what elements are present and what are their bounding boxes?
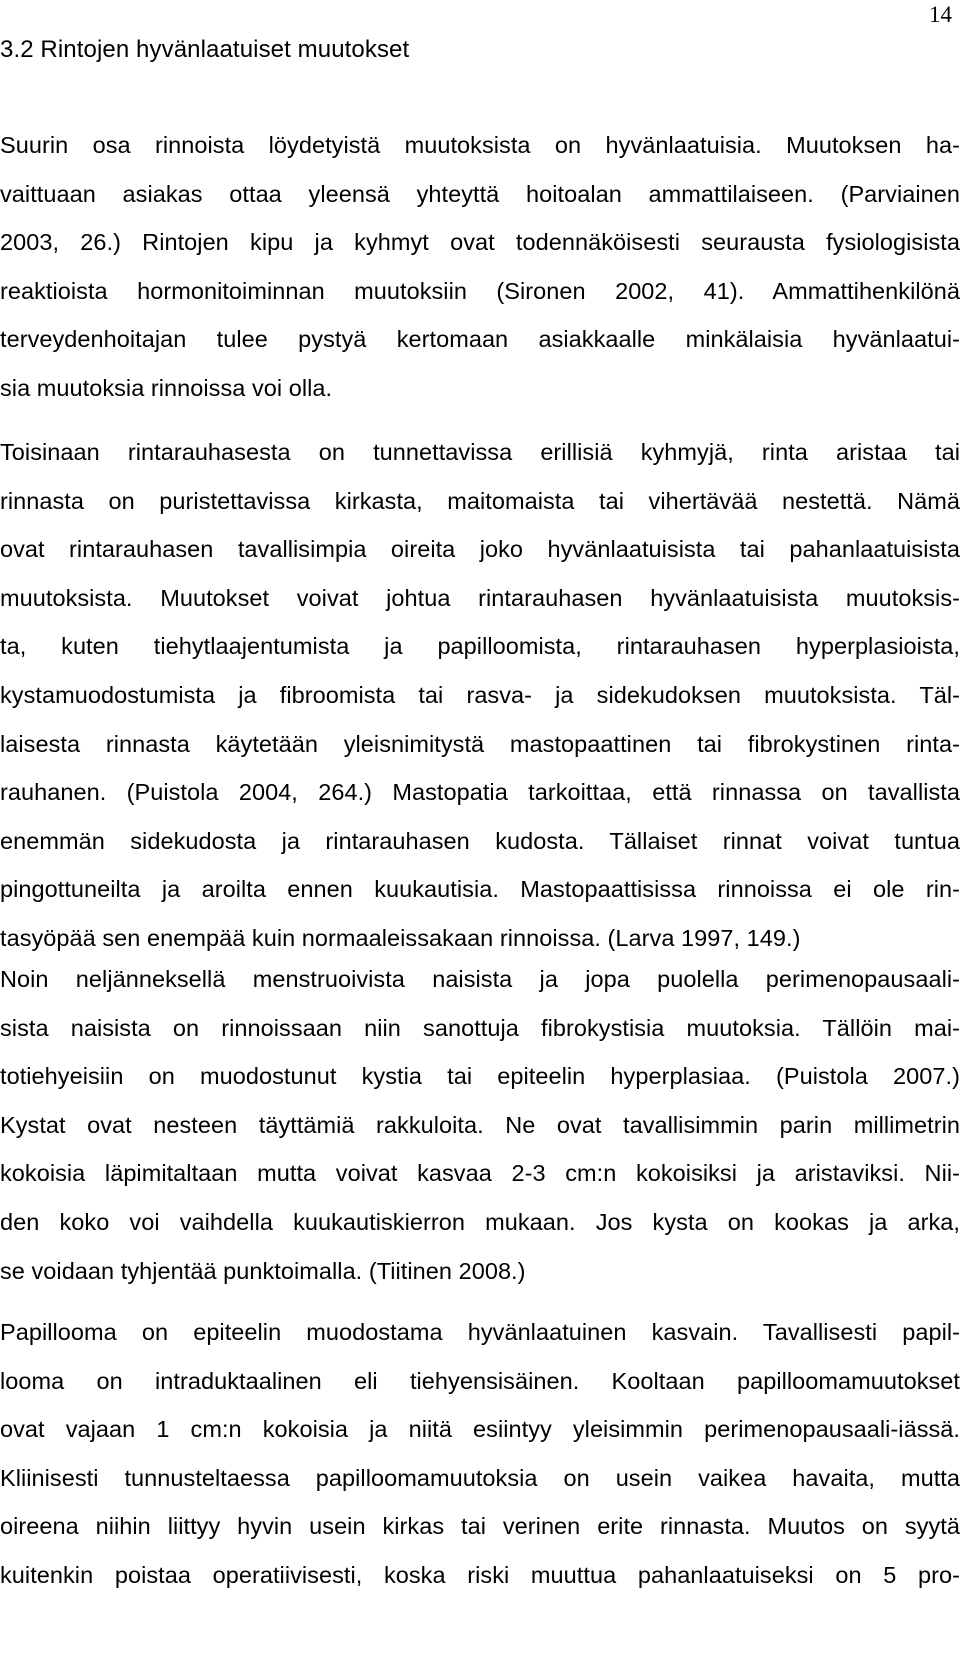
- paragraph-line: Suurin osa rinnoista löydetyistä muutoksista on hyvänlaatuisia. Muutoksen ha-: [0, 132, 960, 158]
- paragraph-line: Kliinisesti tunnusteltaessa papilloomamuutoksia on usein vaikea havaita, mutta: [0, 1464, 960, 1491]
- paragraph-line: laisesta rinnasta käytetään yleisnimitystä mastopaattinen tai fibrokystinen rinta-: [0, 730, 960, 757]
- paragraph-line: reaktioista hormonitoiminnan muutoksiin (Sironen 2002, 41). Ammattihenkilönä: [0, 277, 960, 304]
- paragraph-line: Noin neljänneksellä menstruoivista naisista ja jopa puolella perimenopausaali-: [0, 966, 960, 992]
- paragraph-line: kuitenkin poistaa operatiivisesti, koska riski muuttua pahanlaatuiseksi on 5 pro-: [0, 1561, 960, 1588]
- paragraph-line: vaittuaan asiakas ottaa yleensä yhteyttä hoitoalan ammattilaiseen. (Parviainen: [0, 180, 960, 207]
- page-number: 14: [929, 2, 952, 27]
- paragraph-line: totiehyeisiin on muodostunut kystia tai epiteelin hyperplasiaa. (Puistola 2007.): [0, 1063, 960, 1090]
- paragraph-line: kystamuodostumista ja fibroomista tai rasva- ja sidekudoksen muutoksista. Täl-: [0, 681, 960, 708]
- paragraph-line: 2003, 26.) Rintojen kipu ja kyhmyt ovat todennäköisesti seurausta fysiologisista: [0, 229, 960, 256]
- paragraph-line: muutoksista. Muutokset voivat johtua rintarauhasen hyvänlaatuisista muutoksis-: [0, 584, 960, 611]
- paragraph-line: den koko voi vaihdella kuukautiskierron mukaan. Jos kysta on kookas ja arka,: [0, 1208, 960, 1235]
- paragraph-line: kokoisia läpimitaltaan mutta voivat kasvaa 2-3 cm:n kokoisiksi ja aristaviksi. Nii-: [0, 1160, 960, 1187]
- paragraph-line: sista naisista on rinnoissaan niin sanottuja fibrokystisia muutoksia. Tällöin mai-: [0, 1014, 960, 1041]
- paragraph-benign-changes-intro: [0, 121, 960, 413]
- paragraph-line: terveydenhoitajan tulee pystyä kertomaan asiakkaalle minkälaisia hyvänlaatui-: [0, 326, 960, 353]
- paragraph-line: ovat rintarauhasen tavallisimpia oireita joko hyvänlaatuisista tai pahanlaatuisista: [0, 536, 960, 563]
- paragraph-line: tasyöpää sen enempää kuin normaaleissakaan rinnoissa. (Larva 1997, 149.): [0, 924, 801, 951]
- paragraph-line: se voidaan tyhjentää punktoimalla. (Tiitinen 2008.): [0, 1257, 526, 1284]
- paragraph-line: Papillooma on epiteelin muodostama hyvänlaatuinen kasvain. Tavallisesti papil-: [0, 1319, 960, 1345]
- paragraph-line: ta, kuten tiehytlaajentumista ja papilloomista, rintarauhasen hyperplasioista,: [0, 633, 960, 660]
- paragraph-line: sia muutoksia rinnoissa voi olla.: [0, 374, 333, 401]
- paragraph-line: oireena niihin liittyy hyvin usein kirkas tai verinen erite rinnasta. Muutos on syytä: [0, 1513, 960, 1540]
- paragraph-line: rinnasta on puristettavissa kirkasta, maitomaista tai vihertävää nestettä. Nämä: [0, 487, 960, 514]
- paragraph-papilloma: [0, 1308, 960, 1600]
- paragraph-line: rauhanen. (Puistola 2004, 264.) Mastopatia tarkoittaa, että rinnassa on tavallista: [0, 779, 960, 806]
- paragraph-line: pingottuneilta ja aroilta ennen kuukautisia. Mastopaattisissa rinnoissa ei ole rin-: [0, 876, 960, 903]
- paragraph-mastopathy: [0, 428, 960, 963]
- paragraph-fibrocystic-changes: [0, 955, 960, 1295]
- paragraph-line: ovat vajaan 1 cm:n kokoisia ja niitä esiintyy yleisimmin perimenopausaali-iässä.: [0, 1416, 960, 1443]
- paragraph-line: Kystat ovat nesteen täyttämiä rakkuloita. Ne ovat tavallisimmin parin millimetrin: [0, 1111, 960, 1138]
- section-heading: 3.2 Rintojen hyvänlaatuiset muutokset: [0, 36, 410, 63]
- paragraph-line: enemmän sidekudosta ja rintarauhasen kudosta. Tällaiset rinnat voivat tuntua: [0, 827, 960, 854]
- paragraph-line: looma on intraduktaalinen eli tiehyensisäinen. Kooltaan papilloomamuutokset: [0, 1367, 960, 1394]
- paragraph-line: Toisinaan rintarauhasesta on tunnettavissa erillisiä kyhmyjä, rinta aristaa tai: [0, 439, 960, 465]
